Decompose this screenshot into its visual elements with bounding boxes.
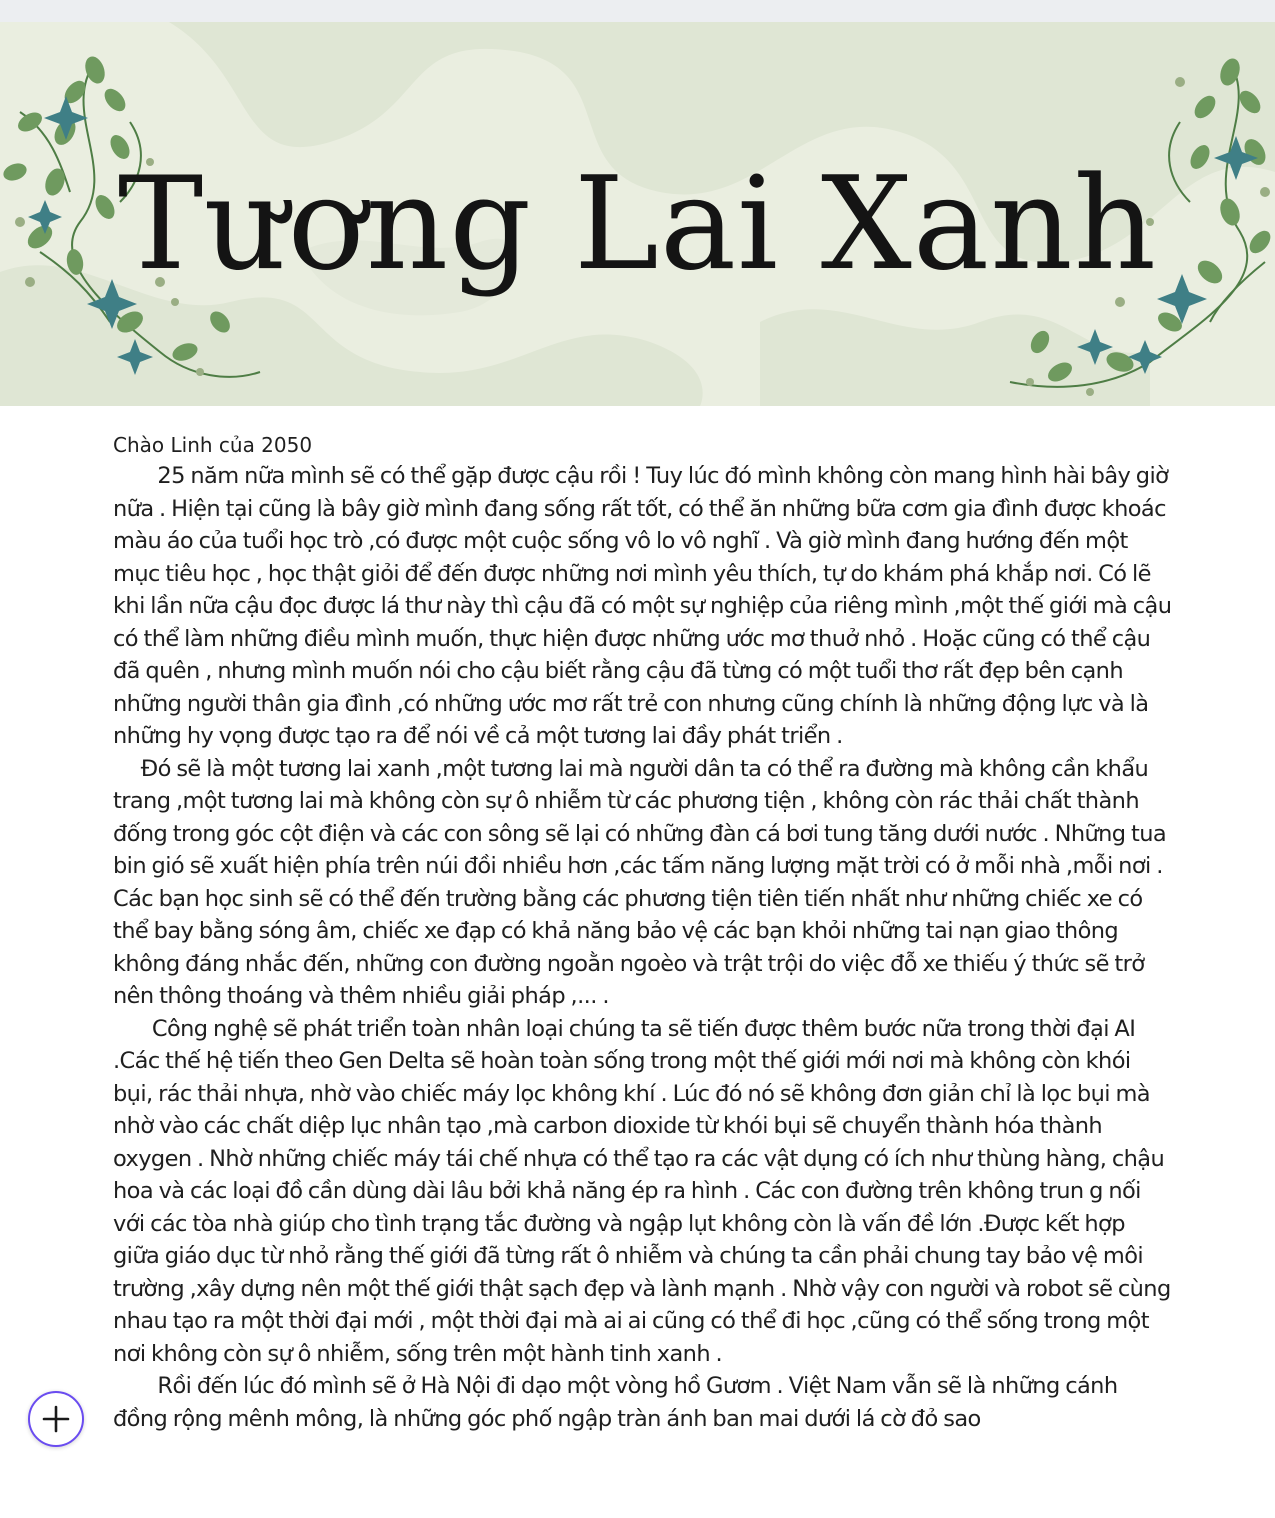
letter-body	[113, 430, 1173, 1435]
letter-paragraph-2[interactable]: Đó sẽ là một tương lai xanh ,một tương lai mà người dân ta có thể ra đường mà không cần khẩu trang ,một tương lai mà không còn sự ô nhiễm từ các phương tiện , không còn rác thải chất thành đống trong góc cột điện và các con sông sẽ lại có những đàn cá bơi tung tăng dưới nước . Những tua bin gió sẽ xuất hiện phía trên núi đồi nhiều hơn ,các tấm năng lượng mặt trời có ở mỗi nhà ,mỗi nơi . Các bạn học sinh sẽ có thể đến trường bằng các phương tiện tiên tiến nhất như những chiếc xe có thể bay bằng sóng âm, chiếc xe đạp có khả năng bảo vệ các bạn khỏi những tai nạn giao thông không đáng nhắc đến, những con đường ngoằn ngoèo và trật trội do việc đỗ xe thiếu ý thức sẽ trở nên thông thoáng và thêm nhiều giải pháp ,... .	[113, 755, 1167, 1009]
add-element-button[interactable]	[28, 1391, 84, 1447]
plus-icon	[41, 1404, 71, 1434]
banner-title: Tương Lai Xanh	[117, 150, 1158, 299]
letter-paragraph-3[interactable]: Công nghệ sẽ phát triển toàn nhân loại chúng ta sẽ tiến được thêm bước nữa trong thời đại AI .Các thế hệ tiến theo Gen Delta sẽ hoàn toàn sống trong một thế giới mới nơi mà không còn khói bụi, rác thải nhựa, nhờ vào chiếc máy lọc không khí . Lúc đó nó sẽ không đơn giản chỉ là lọc bụi mà nhờ vào các chất diệp lục nhân tạo ,mà carbon dioxide từ khói bụi sẽ chuyển thành hóa thành oxygen . Nhờ những chiếc máy tái chế nhựa có thể tạo ra các vật dụng có ích như thùng hàng, chậu hoa và các loại đồ cần dùng dài lâu bởi khả năng ép ra hình . Các con đường trên không trun g nối với các tòa nhà giúp cho tình trạng tắc đường và ngập lụt không còn là vấn đề lớn .Được kết hợp giữa giáo dục từ nhỏ rằng thế giới đã từng rất ô nhiễm và chúng ta cần phải chung tay bảo vệ môi trường ,xây dựng nên một thế giới thật sạch đẹp và lành mạnh . Nhờ vậy con người và robot sẽ cùng nhau tạo ra một thời đại mới , một thời đại mà ai ai cũng có thể đi học ,cũng có thể sống trong một nơi không còn sự ô nhiễm, sống trên một hành tinh xanh .	[113, 1015, 1171, 1367]
header-banner	[0, 22, 1275, 406]
letter-paragraph-4[interactable]: Rồi đến lúc đó mình sẽ ở Hà Nội đi dạo một vòng hồ Gươm . Việt Nam vẫn sẽ là những cánh đồng rộng mênh mông, là những góc phố ngập tràn ánh ban mai dưới lá cờ đỏ sao	[113, 1373, 1118, 1432]
letter-paragraph-1[interactable]: 25 năm nữa mình sẽ có thể gặp được cậu rồi ! Tuy lúc đó mình không còn mang hình hài bây giờ nữa . Hiện tại cũng là bây giờ mình đang sống rất tốt, có thể ăn những bữa cơm gia đình được khoác màu áo của tuổi học trò ,có được một cuộc sống vô lo vô nghĩ . Và giờ mình đang hướng đến một mục tiêu học , học thật giỏi để đến được những nơi mình yêu thích, tự do khám phá khắp nơi. Có lẽ khi lần nữa cậu đọc được lá thư này thì cậu đã có một sự nghiệp của riêng mình ,một thế giới mà cậu có thể làm những điều mình muốn, thực hiện được những ước mơ thuở nhỏ . Hoặc cũng có thể cậu đã quên , nhưng mình muốn nói cho cậu biết rằng cậu đã từng có một tuổi thơ rất đẹp bên cạnh những người thân gia đình ,có những ước mơ rất trẻ con nhưng cũng chính là những động lực và là những hy vọng được tạo ra để nói về cả một tương lai đầy phát triển .	[113, 463, 1172, 749]
letter-greeting[interactable]: Chào Linh của 2050	[113, 433, 313, 457]
top-toolbar-strip	[0, 0, 1275, 22]
